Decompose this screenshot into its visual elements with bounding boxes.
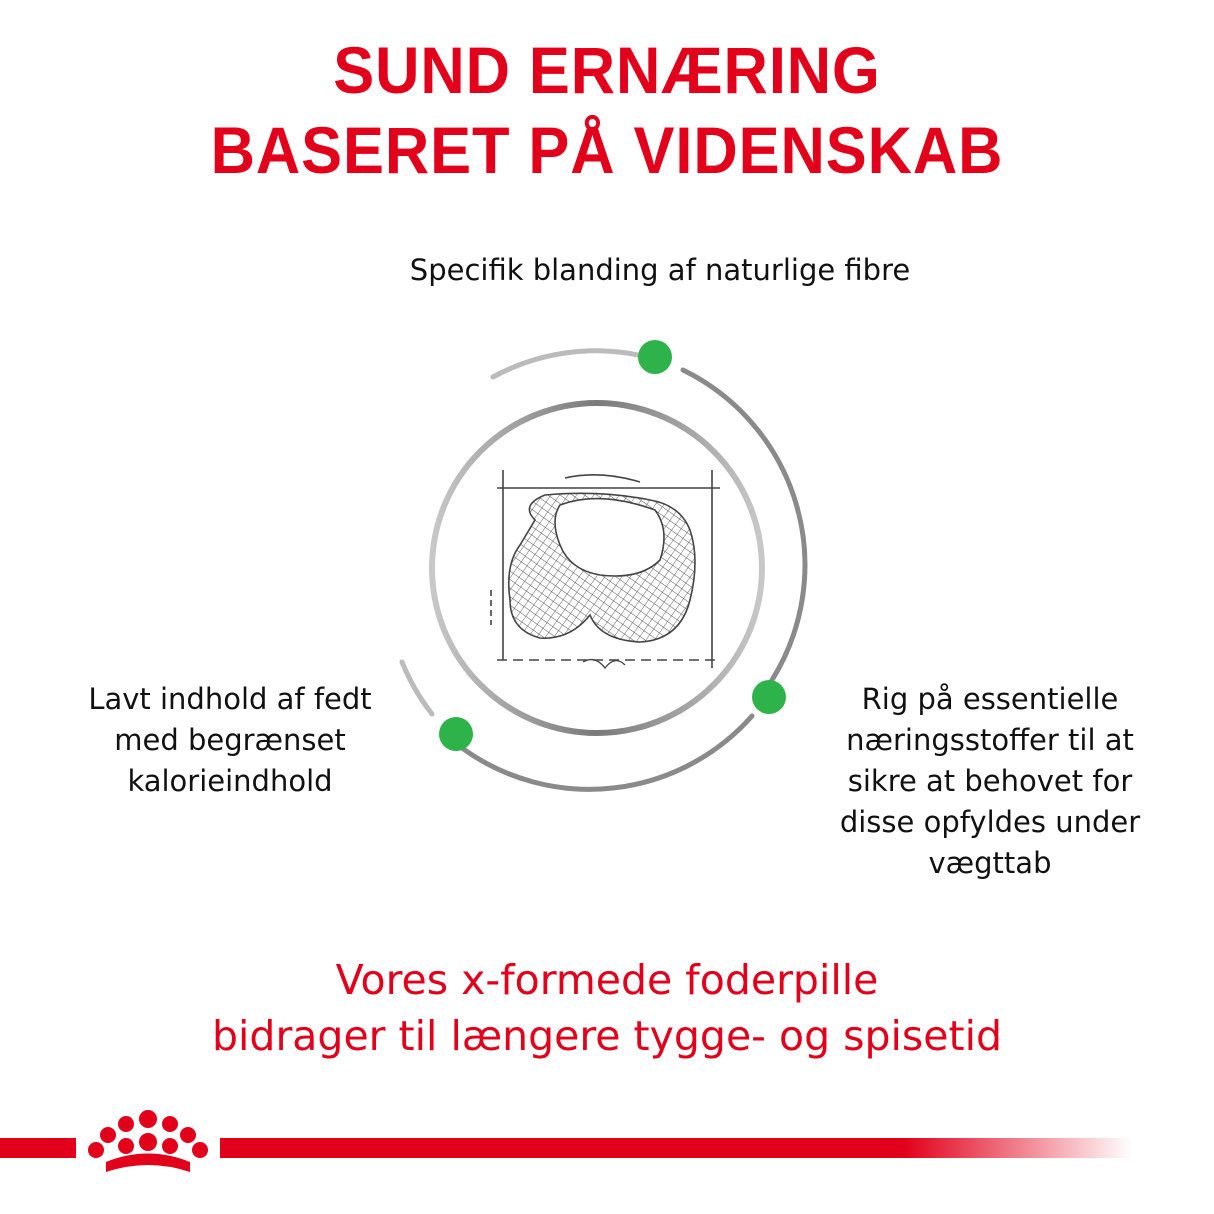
brand-bar-right bbox=[220, 1138, 1132, 1158]
headline-line-1: SUND ERNÆRING bbox=[333, 33, 881, 107]
benefit-fibre: Specifik blanding af naturlige fibre bbox=[409, 253, 911, 287]
x-shaped-kibble-sketch-icon bbox=[491, 470, 720, 668]
footer-brand-bar bbox=[0, 1100, 1214, 1180]
outer-arc-right bbox=[683, 370, 805, 680]
royal-canin-crown-logo bbox=[88, 1110, 208, 1172]
kibble-diagram bbox=[390, 330, 830, 800]
benefit-nutrients-line: vægttab bbox=[928, 846, 1052, 880]
benefit-low-fat-line: Lavt indhold af fedt bbox=[88, 682, 372, 716]
outer-arc-bottom bbox=[462, 716, 752, 789]
benefit-nutrients bbox=[800, 679, 1180, 884]
headline-line-2: BASERET PÅ VIDENSKAB bbox=[210, 113, 1004, 187]
tagline-line-1: Vores x-formede foderpille bbox=[335, 956, 879, 1004]
tagline bbox=[0, 952, 1214, 1064]
brand-bar-left bbox=[0, 1138, 76, 1158]
benefit-low-fat-line: med begrænset bbox=[114, 723, 346, 757]
green-dot-left bbox=[439, 717, 473, 751]
benefit-nutrients-line: disse opfyldes under bbox=[839, 805, 1141, 839]
benefit-low-fat bbox=[40, 679, 420, 802]
benefit-low-fat-line: kalorieindhold bbox=[127, 764, 333, 798]
benefit-nutrients-line: Rig på essentielle bbox=[861, 682, 1119, 716]
green-dot-right bbox=[752, 680, 786, 714]
benefit-nutrients-line: sikre at behovet for bbox=[847, 764, 1133, 798]
outer-arc-top bbox=[493, 351, 638, 377]
outer-arc-left bbox=[402, 662, 432, 714]
green-dot-top bbox=[638, 340, 672, 374]
benefit-nutrients-line: næringsstoffer til at bbox=[846, 723, 1134, 757]
tagline-line-2: bidrager til længere tygge- og spisetid bbox=[212, 1012, 1002, 1060]
headline bbox=[42, 30, 1171, 190]
